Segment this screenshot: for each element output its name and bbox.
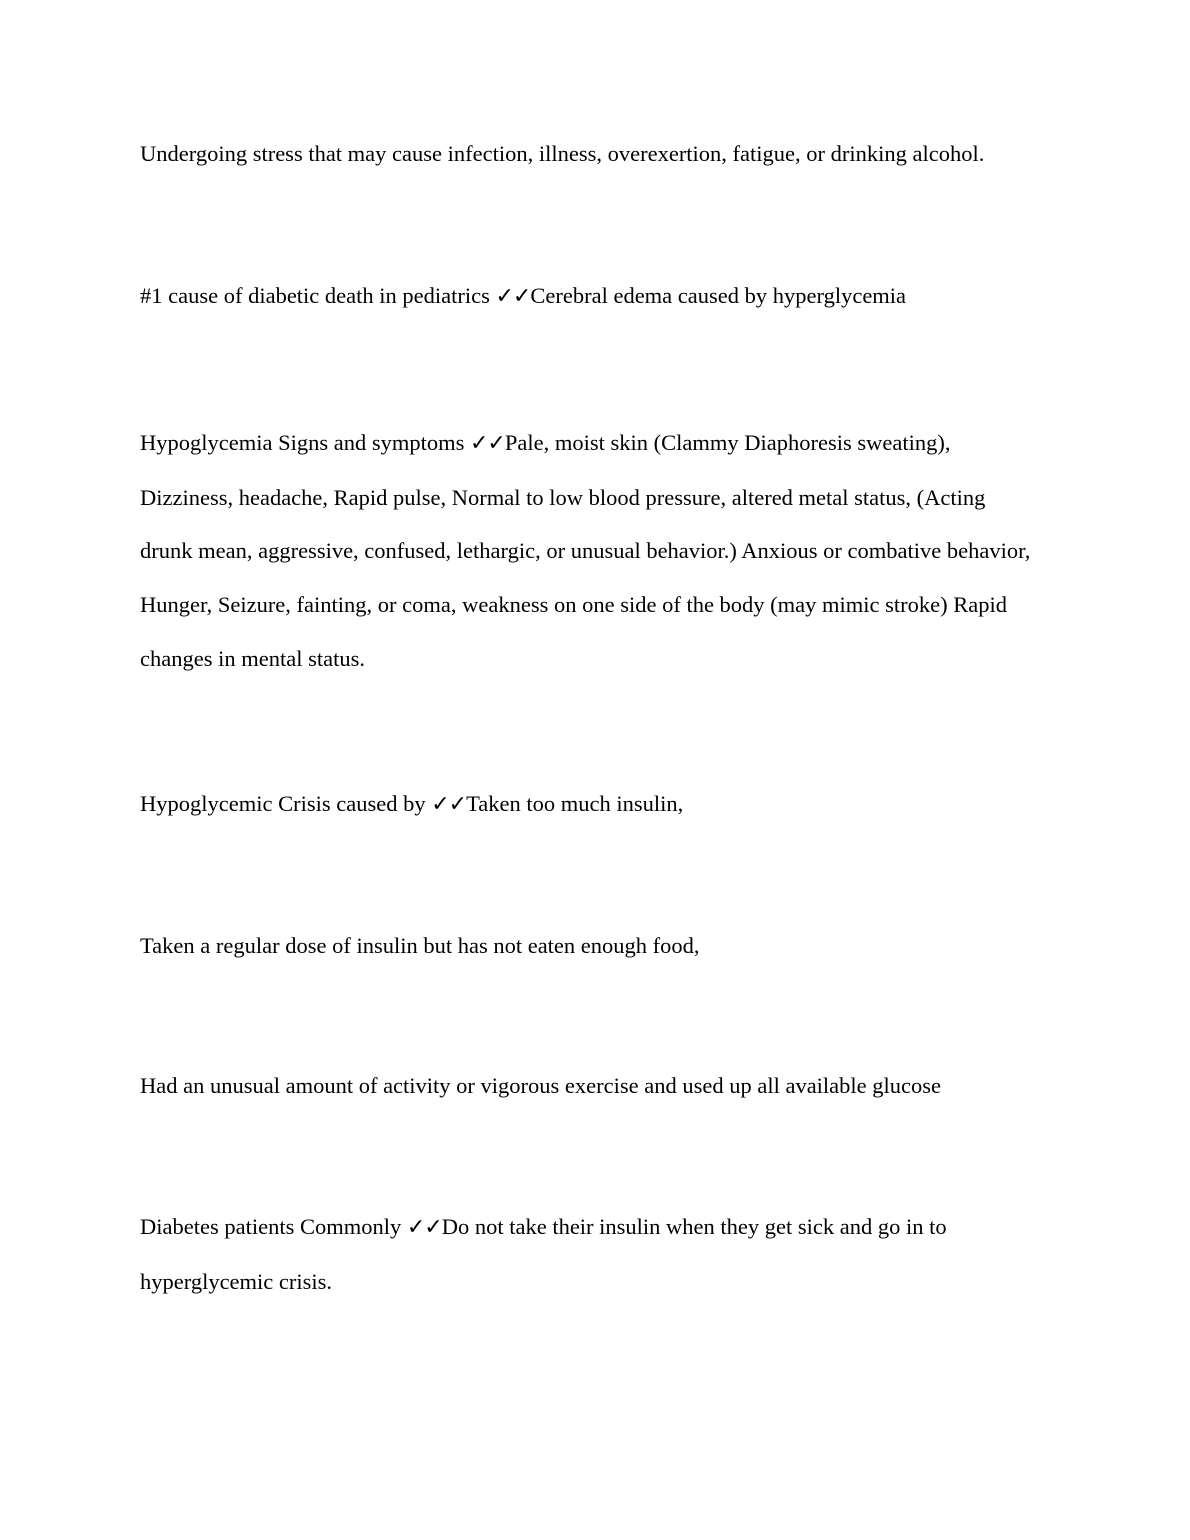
question-text: Hypoglycemic Crisis caused by <box>140 791 432 816</box>
double-check-icon: ✓✓ <box>495 284 531 309</box>
double-check-icon: ✓✓ <box>431 792 467 817</box>
paragraph-text: Taken a regular dose of insulin but has not eaten enough food, <box>140 933 700 958</box>
double-check-icon: ✓✓ <box>406 1215 442 1240</box>
double-check-icon: ✓✓ <box>470 431 505 456</box>
answer-text: Pale, moist skin (Clammy Diaphoresis sweating), Dizziness, headache, Rapid pulse, Normal to low blood pressure, altered metal status, (Acting drunk mean, aggressive, confused, lethargic, or unusual behavior.) Anxious or combative behavior, Hunger, Seizure, fainting, or coma, weakness on one side of the body (may mimic stroke) Rapid changes in mental status. <box>140 430 1031 671</box>
paragraph-hypoglycemia-symptoms <box>140 416 1040 686</box>
question-text: Diabetes patients Commonly <box>140 1214 407 1239</box>
paragraph-text: Had an unusual amount of activity or vigorous exercise and used up all available glucose <box>140 1073 942 1098</box>
question-text: Hypoglycemia Signs and symptoms <box>140 430 470 455</box>
paragraph-pediatric-death-cause <box>140 269 1040 324</box>
answer-text: Cerebral edema caused by hyperglycemia <box>530 283 907 308</box>
paragraph-regular-dose <box>140 919 1040 973</box>
paragraph-stress-causes <box>140 127 1040 181</box>
answer-text: Taken too much insulin, <box>466 791 684 816</box>
paragraph-unusual-activity <box>140 1059 1040 1113</box>
answer-text: Do not take their insulin when they get sick and go in to hyperglycemic crisis. <box>140 1214 947 1294</box>
paragraph-diabetes-patients <box>140 1200 1040 1308</box>
paragraph-hypoglycemic-crisis-cause <box>140 777 1040 832</box>
question-text: #1 cause of diabetic death in pediatrics <box>140 283 496 308</box>
paragraph-text: Undergoing stress that may cause infection, illness, overexertion, fatigue, or drinking alcohol. <box>140 141 985 166</box>
